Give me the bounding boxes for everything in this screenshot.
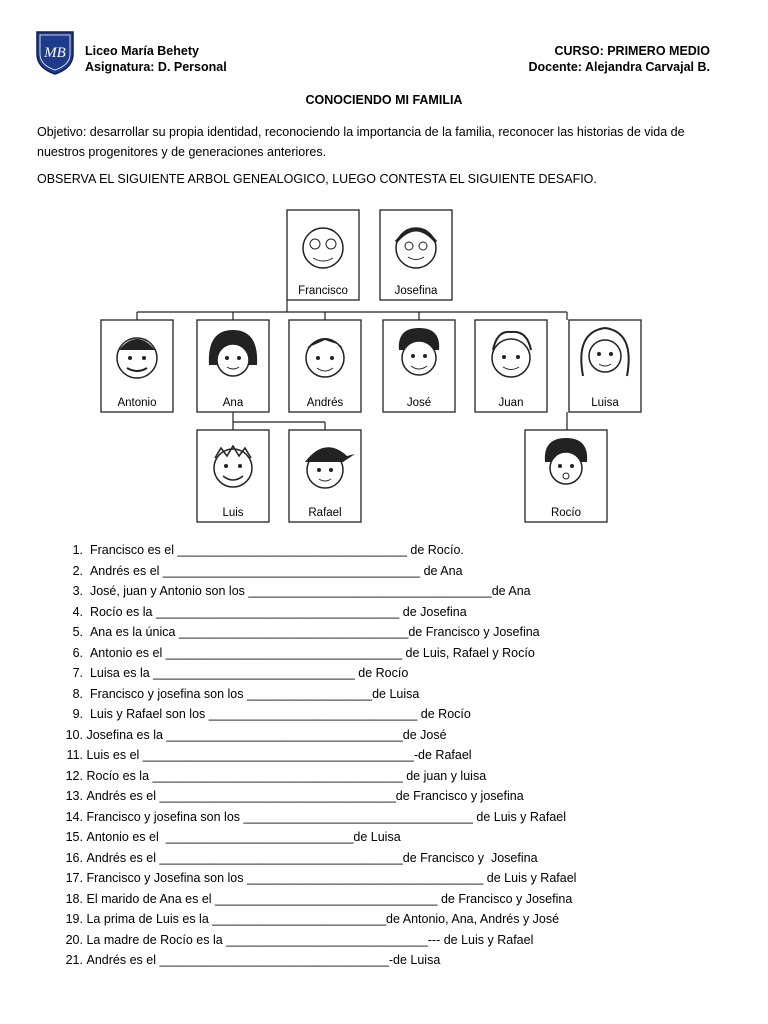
question-number: 16.	[65, 850, 83, 865]
card-luisa	[569, 320, 641, 412]
label-ana: Ana	[222, 397, 244, 409]
objective-text: Objetivo: desarrollar su propia identidad, reconociendo la importancia de la familia, reconocer las historias de vida de nuestros progenitores y de generaciones anteriores.	[37, 125, 685, 159]
question-number: 11.	[66, 748, 83, 763]
question-text: Francisco y Josefina son los __________________________________ de Luis y Rafael	[86, 871, 577, 886]
question-number: 14.	[65, 809, 83, 824]
question-number: 12.	[65, 768, 83, 783]
question-item[interactable]	[58, 561, 738, 582]
question-text: Andrés es el _________________________________-de Luisa	[86, 953, 441, 968]
question-text: Rocío es la ____________________________________ de juan y luisa	[86, 768, 487, 783]
question-number: 21.	[65, 953, 83, 968]
question-text: Luisa es la _____________________________ de Rocío	[89, 666, 409, 681]
question-item[interactable]	[58, 540, 738, 561]
question-number: 5.	[72, 625, 83, 640]
question-number: 8.	[72, 686, 83, 701]
question-item[interactable]	[58, 889, 738, 910]
question-text: La madre de Rocío es la _____________________________--- de Luis y Rafael	[86, 932, 534, 947]
question-text: Josefina es la __________________________________de José	[86, 727, 447, 742]
question-item[interactable]	[58, 581, 738, 602]
question-number: 10.	[65, 727, 83, 742]
question-item[interactable]	[58, 827, 738, 848]
question-item[interactable]	[58, 704, 738, 725]
question-item[interactable]	[58, 930, 738, 951]
teacher-name: Docente: Alejandra Carvajal B.	[528, 60, 710, 74]
question-item[interactable]	[58, 643, 738, 664]
question-item[interactable]	[58, 602, 738, 623]
card-francisco	[287, 210, 359, 300]
question-text: Francisco es el _________________________________ de Rocío.	[89, 543, 464, 558]
question-item[interactable]	[58, 950, 738, 971]
question-number: 7.	[72, 666, 83, 681]
shield-icon	[31, 28, 79, 76]
card-antonio	[101, 320, 173, 412]
question-text: Antonio es el ___________________________de Luisa	[86, 830, 401, 845]
label-andres: Andrés	[306, 397, 344, 409]
card-jose	[383, 320, 455, 412]
question-number: 17.	[65, 871, 83, 886]
question-text: Andrés es el _____________________________________ de Ana	[89, 563, 463, 578]
card-andres	[289, 320, 361, 412]
instruction-text: OBSERVA EL SIGUIENTE ARBOL GENEALOGICO, LUEGO CONTESTA EL SIGUIENTE DESAFIO.	[37, 172, 597, 186]
label-rafael: Rafael	[308, 507, 342, 519]
question-item[interactable]	[58, 807, 738, 828]
header-right	[528, 43, 710, 75]
label-rocio: Rocío	[550, 507, 582, 519]
label-luisa: Luisa	[591, 397, 619, 409]
card-rocio	[525, 430, 607, 522]
question-text: El marido de Ana es el ________________________________ de Francisco y Josefina	[86, 891, 573, 906]
question-number: 1.	[72, 543, 83, 558]
question-number: 3.	[72, 584, 83, 599]
question-number: 19.	[65, 912, 83, 927]
question-item[interactable]	[58, 848, 738, 869]
question-text: Luis es el _______________________________________-de Rafael	[86, 748, 472, 763]
question-number: 9.	[72, 707, 83, 722]
question-text: Andrés es el __________________________________de Francisco y josefina	[86, 789, 524, 804]
label-jose: José	[406, 397, 432, 409]
logo-text: MB	[44, 45, 66, 61]
question-item[interactable]	[58, 684, 738, 705]
family-tree	[97, 200, 669, 526]
school-logo	[31, 28, 79, 76]
question-item[interactable]	[58, 622, 738, 643]
question-text: Antonio es el __________________________________ de Luis, Rafael y Rocío	[89, 645, 535, 660]
question-number: 13.	[65, 789, 83, 804]
school-name: Liceo María Behety	[85, 44, 199, 58]
question-list	[58, 540, 738, 971]
card-juan	[475, 320, 547, 412]
question-text: Francisco y josefina son los __________________de Luisa	[89, 686, 420, 701]
label-josefina: Josefina	[394, 285, 438, 297]
label-francisco: Francisco	[298, 285, 348, 297]
label-luis: Luis	[222, 507, 244, 519]
card-josefina	[380, 210, 452, 300]
course-name: CURSO: PRIMERO MEDIO	[554, 44, 710, 58]
label-juan: Juan	[498, 397, 524, 409]
question-number: 2.	[72, 563, 83, 578]
label-antonio: Antonio	[117, 397, 157, 409]
question-item[interactable]	[58, 786, 738, 807]
question-item[interactable]	[58, 663, 738, 684]
card-ana	[197, 320, 269, 412]
question-number: 18.	[65, 891, 83, 906]
card-luis	[197, 430, 269, 522]
question-text: Ana es la única _________________________________de Francisco y Josefina	[89, 625, 540, 640]
question-text: Andrés es el ___________________________________de Francisco y Josefina	[86, 850, 538, 865]
question-number: 20.	[65, 932, 83, 947]
question-text: Francisco y josefina son los _________________________________ de Luis y Rafael	[86, 809, 567, 824]
question-text: Rocío es la ___________________________________ de Josefina	[89, 604, 467, 619]
subject-name: Asignatura: D. Personal	[85, 60, 227, 74]
question-number: 6.	[72, 645, 83, 660]
question-text: José, juan y Antonio son los ___________________________________de Ana	[89, 584, 531, 599]
question-item[interactable]	[58, 725, 738, 746]
question-text: La prima de Luis es la _________________________de Antonio, Ana, Andrés y José	[86, 912, 560, 927]
question-item[interactable]	[58, 745, 738, 766]
page-title: CONOCIENDO MI FAMILIA	[305, 93, 463, 107]
question-number: 4.	[72, 604, 83, 619]
card-rafael	[289, 430, 361, 522]
family-tree-diagram	[97, 200, 669, 526]
header-left	[85, 43, 227, 75]
question-item[interactable]	[58, 868, 738, 889]
question-item[interactable]	[58, 909, 738, 930]
question-item[interactable]	[58, 766, 738, 787]
question-text: Luis y Rafael son los ______________________________ de Rocío	[89, 707, 471, 722]
question-number: 15.	[65, 830, 83, 845]
